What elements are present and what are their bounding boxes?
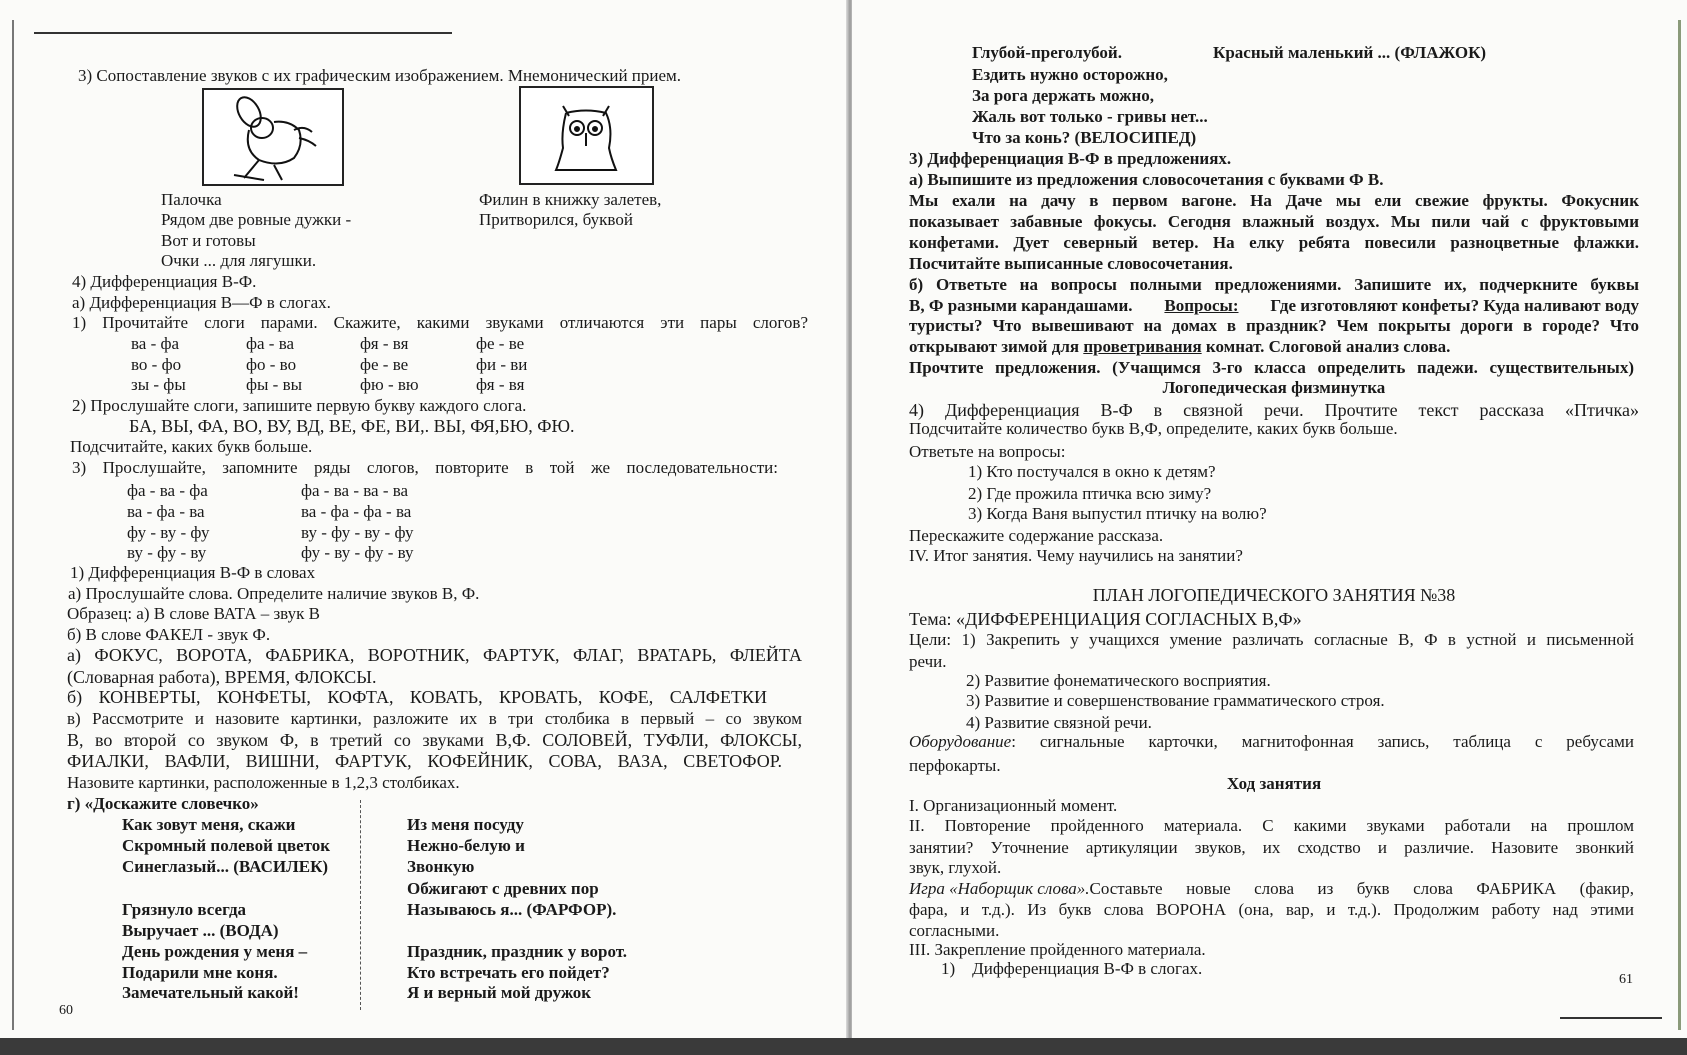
syllable-pair: фе - ве <box>476 334 525 353</box>
word-list: б) КОНВЕРТЫ, КОНФЕТЫ, КОФТА, КОВАТЬ, КРОВАТЬ, КОФЕ, САЛФЕТКИ <box>67 687 767 707</box>
poem-line: Рядом две ровные дужки - <box>161 210 352 229</box>
frog-illustration <box>204 90 342 184</box>
equipment-text: : сигнальные карточки, магнитофонная запись, таблица с ребусами <box>1011 732 1634 751</box>
scan-bottom-edge <box>0 1038 1687 1055</box>
poem-line: Красный маленький ... (ФЛАЖОК) <box>1213 43 1487 62</box>
right-page <box>852 0 1687 1040</box>
text: Где изготовляют конфеты? Куда наливают воду <box>1270 296 1639 315</box>
syllable-pair: зы - фы <box>131 375 186 394</box>
left-page <box>0 0 850 1040</box>
riddle-line: Обжигают с древних пор <box>407 879 599 898</box>
poem-line: Глубой-преголубой. <box>972 43 1122 62</box>
underlined-word: проветривания <box>1083 337 1202 356</box>
poem-line: Палочка <box>161 190 222 209</box>
poem-line: Притворился, буквой <box>479 210 633 229</box>
task-text: Прочтите предложения. (Учащимся 3-го класса определить падежи. существительных) <box>909 358 1634 377</box>
task-text: Образец: а) В слове ВАТА – звук В <box>67 604 320 623</box>
page-edge <box>12 20 14 1030</box>
equipment-text: перфокарты. <box>909 756 1001 775</box>
poem-line: За рога держать можно, <box>972 86 1155 105</box>
column-divider <box>360 800 361 1010</box>
riddle-line: Подарили мне коня. <box>122 963 278 982</box>
task-text: б) В слове ФАКЕЛ - звук Ф. <box>67 625 271 644</box>
game-text: Составьте новые слова из букв слова ФАБРИКА (факир, <box>1089 879 1634 898</box>
item-heading: 4) Дифференциация В-Ф. <box>72 272 257 291</box>
question-item: 3) Когда Ваня выпустил птичку на волю? <box>968 504 1267 523</box>
task-text: 1) Прочитайте слоги парами. Скажите, какими звуками отличаются эти пары слогов? <box>72 313 808 332</box>
sentence-text: показывает забавные фокусы. Сегодня влажный воздух. Мы пили чай с фруктовыми <box>909 212 1639 231</box>
owl-picture <box>519 86 654 185</box>
stage-text: I. Организационный момент. <box>909 796 1118 815</box>
riddle-line: День рождения у меня – <box>122 942 308 961</box>
goal-item: Цели: 1) Закрепить у учащихся умение различать согласные В, Ф в устной и письменной <box>909 630 1634 649</box>
task-text: б) Ответьте на вопросы полными предложениями. Запишите их, подчеркните буквы <box>909 275 1639 294</box>
syllable-pair: фя - вя <box>476 375 525 394</box>
game-line <box>909 879 1634 899</box>
syllable-pair: во - фо <box>131 355 182 374</box>
syllable-row: фа - ва - фа <box>127 481 208 500</box>
syllable-row: фа - ва - ва - ва <box>301 481 409 500</box>
syllable-pair: фю - вю <box>360 375 419 394</box>
syllable-list: БА, ВЫ, ФА, ВО, ВУ, ВД, ВЕ, ФЕ, ВИ,. ВЫ, ФЯ,БЮ, ФЮ. <box>129 416 575 436</box>
section-heading: 3) Сопоставление звуков с их графическим изображением. Мнемонический прием. <box>78 66 682 85</box>
item-heading: 4) Дифференциация В-Ф в связной речи. Прочтите текст рассказа «Птичка» <box>909 400 1639 420</box>
word-list: а) ФОКУС, ВОРОТА, ФАБРИКА, ВОРОТНИК, ФАРТУК, ФЛАГ, ВРАТАРЬ, ФЛЕЙТА <box>67 645 802 665</box>
riddle-line: Выручает ... (ВОДА) <box>122 921 279 940</box>
task-text: Назовите картинки, расположенные в 1,2,3 столбиках. <box>67 773 460 792</box>
task-text: IV. Итог занятия. Чему научились на занятии? <box>909 546 1243 565</box>
task-text <box>909 337 1450 357</box>
syllable-pair: фа - ва <box>246 334 295 353</box>
section-heading: Логопедическая физминутка <box>1162 378 1386 397</box>
syllable-pair: фо - во <box>246 355 297 374</box>
text: открывают зимой для <box>909 337 1080 356</box>
equipment-line <box>909 732 1634 752</box>
riddle-line: Я и верный мой дружок <box>407 983 592 1002</box>
task-text: 2) Прослушайте слоги, запишите первую букву каждого слога. <box>72 396 527 415</box>
syllable-row: фу - ву - фу - ву <box>301 543 414 562</box>
task-text: Подсчитайте, каких букв больше. <box>70 437 313 456</box>
sentence-text: конфетами. Дует северный ветер. На елку ребята повесили разноцветные флажки. <box>909 233 1639 252</box>
task-text: Посчитайте выписанные словосочетания. <box>909 254 1233 273</box>
stage-text: звук, глухой. <box>909 858 1002 877</box>
game-text: фара, и т.д.). Из букв слова ВОРОНА (она, вар, и т.д.). Продолжим работу над этими <box>909 900 1634 919</box>
game-label: Игра «Наборщик слова». <box>909 879 1090 898</box>
task-text: Подсчитайте количество букв В,Ф, определите, каких букв больше. <box>909 419 1398 438</box>
syllable-row: ву - фу - ву - фу <box>301 523 414 542</box>
goal-item: 3) Развитие и совершенствование грамматического строя. <box>966 691 1385 710</box>
syllable-row: фу - ву - фу <box>127 523 210 542</box>
stage-text: III. Закрепление пройденного материала. <box>909 940 1206 959</box>
questions-label: Вопросы: <box>1164 296 1239 315</box>
syllable-pair: фя - вя <box>360 334 409 353</box>
riddle-line: Звонкую <box>407 857 475 876</box>
riddle-line: Замечательный какой! <box>122 983 299 1002</box>
task-text: 3) Прослушайте, запомните ряды слогов, повторите в той же последовательности: <box>72 458 778 477</box>
syllable-row: ва - фа - ва <box>127 502 205 521</box>
poem-line: Жаль вот только - гривы нет... <box>972 107 1208 126</box>
goal-item: 4) Развитие связной речи. <box>966 713 1152 732</box>
syllable-row: ва - фа - фа - ва <box>301 502 412 521</box>
poem-line: Филин в книжку залетев, <box>479 190 662 209</box>
question-item: 2) Где прожила птичка всю зиму? <box>968 484 1212 503</box>
riddle-line: Нежно-белую и <box>407 836 525 855</box>
task-text: а) Выпишите из предложения словосочетания с буквами Ф В. <box>909 170 1384 189</box>
task-text: туристы? Что вывешивают на домах в праздник? Чем покрыты дороги в городе? Что <box>909 316 1639 335</box>
game-text: согласными. <box>909 921 1000 940</box>
page-edge <box>1678 20 1681 1030</box>
stage-text: II. Повторение пройденного материала. С какими звуками работали на прошлом <box>909 816 1634 835</box>
riddle-line: Из меня посуду <box>407 815 524 834</box>
sentence-text: Мы ехали на дачу в первом вагоне. На Даче мы ели свежие фрукты. Фокусник <box>909 191 1639 210</box>
page-number: 61 <box>1619 972 1633 987</box>
task-text: в) Рассмотрите и назовите картинки, разложите их в три столбика в первый – со звуком <box>67 709 802 728</box>
riddle-line: Грязнуло всегда <box>122 900 247 919</box>
word-list: (Словарная работа), ВРЕМЯ, ФЛОКСЫ. <box>67 667 377 687</box>
stage-text: занятии? Уточнение артикуляции звуков, их сходство и различие. Назовите звонкий <box>909 838 1634 857</box>
item-heading: 3) Дифференциация В-Ф в предложениях. <box>909 149 1232 168</box>
task-text: а) Прослушайте слова. Определите наличие звуков В, Ф. <box>68 584 480 603</box>
syllable-pair: фы - вы <box>246 375 303 394</box>
syllable-pair: фи - ви <box>476 355 528 374</box>
section-heading: Ход занятия <box>1226 774 1322 793</box>
page-number: 60 <box>59 1003 73 1018</box>
riddle-line: Синеглазый... (ВАСИЛЕК) <box>122 857 329 876</box>
frog-with-glasses-picture <box>202 88 344 186</box>
task-text: Перескажите содержание рассказа. <box>909 526 1164 545</box>
equipment-label: Оборудование <box>909 732 1012 751</box>
task-heading: г) «Доскажите словечко» <box>67 794 259 813</box>
poem-line: Что за конь? (ВЕЛОСИПЕД) <box>972 128 1197 147</box>
top-rule <box>34 32 452 34</box>
item-heading: а) Дифференциация В—Ф в слогах. <box>72 293 331 312</box>
task-text: Ответьте на вопросы: <box>909 442 1066 461</box>
bottom-rule <box>1560 1017 1662 1019</box>
task-text <box>909 296 1639 316</box>
text: комнат. Слоговой анализ слова. <box>1205 337 1451 356</box>
riddle-line: Как зовут меня, скажи <box>122 815 296 834</box>
text: В, Ф разными карандашами. <box>909 296 1133 315</box>
goal-item: 2) Развитие фонематического восприятия. <box>966 671 1271 690</box>
task-text: ФИАЛКИ, ВАФЛИ, ВИШНИ, ФАРТУК, КОФЕЙНИК, СОВА, ВАЗА, СВЕТОФОР. <box>67 751 782 771</box>
riddle-line: Скромный полевой цветок <box>122 836 331 855</box>
riddle-line: Праздник, праздник у ворот. <box>407 942 628 961</box>
poem-line: Очки ... для лягушки. <box>161 251 317 270</box>
riddle-line: Кто встречать его пойдет? <box>407 963 610 982</box>
riddle-line: Называюсь я... (ФАРФОР). <box>407 900 617 919</box>
syllable-pair: ва - фа <box>131 334 180 353</box>
poem-line: Вот и готовы <box>161 231 256 250</box>
syllable-row: ву - фу - ву <box>127 543 207 562</box>
plan-title: ПЛАН ЛОГОПЕДИЧЕСКОГО ЗАНЯТИЯ №38 <box>1092 585 1456 605</box>
item-heading: 1) Дифференциация В-Ф в словах <box>70 563 316 582</box>
poem-line: Ездить нужно осторожно, <box>972 65 1168 84</box>
syllable-pair: фе - ве <box>360 355 409 374</box>
task-text: В, во второй со звуком Ф, в третий со звуками В,Ф. СОЛОВЕЙ, ТУФЛИ, ФЛОКСЫ, <box>67 730 802 750</box>
stage-text: 1) Дифференциация В-Ф в слогах. <box>941 959 1203 978</box>
question-item: 1) Кто постучался в окно к детям? <box>968 462 1216 481</box>
owl-illustration <box>521 88 652 183</box>
lesson-topic: Тема: «ДИФФЕРЕНЦИАЦИЯ СОГЛАСНЫХ В,Ф» <box>909 609 1302 629</box>
goal-item: речи. <box>909 652 947 671</box>
